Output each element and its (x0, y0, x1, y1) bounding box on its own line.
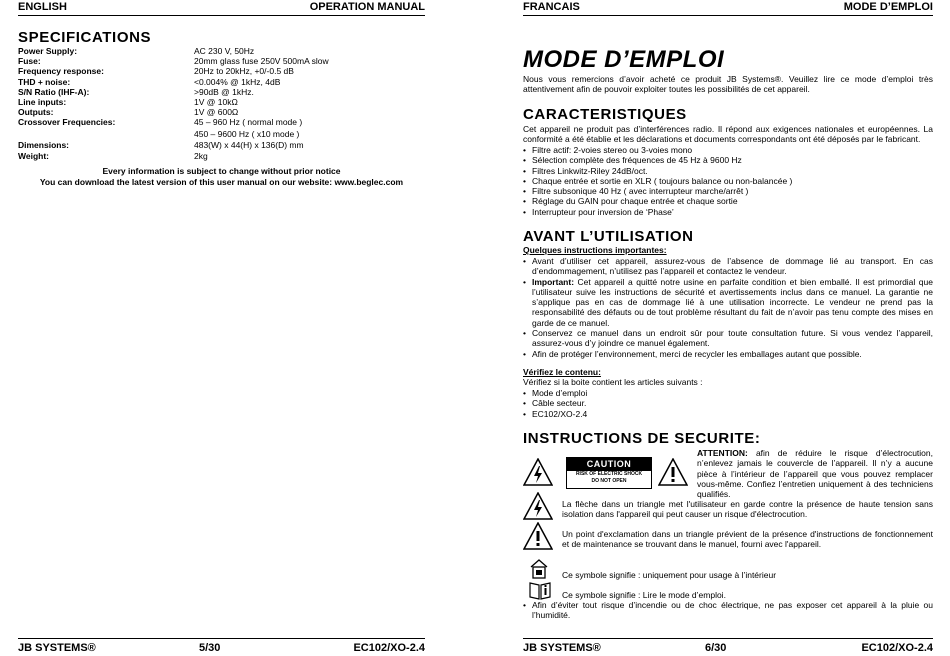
spec-value: 45 – 960 Hz ( normal mode ) (194, 117, 303, 128)
left-page (18, 0, 425, 654)
spec-label: Weight: (18, 150, 50, 161)
indoor-use-text: Ce symbole signifie : uniquement pour usage à l’intérieur (562, 570, 777, 580)
high-voltage-icon (523, 458, 553, 486)
list-item: • Chaque entrée et sortie en XLR ( toujours balance ou non-balancée ) (523, 176, 933, 186)
spec-row (18, 151, 425, 161)
spec-value: 1V @ 600Ω (194, 107, 239, 118)
spec-value: 450 – 9600 Hz ( x10 mode ) (194, 128, 300, 139)
notice-line-1: Every information is subject to change without prior notice (102, 166, 341, 176)
attention-label: ATTENTION: (697, 448, 748, 458)
list-item: • Afin de protéger l’environnement, merci de recycler les emballages autant que possible. (523, 349, 933, 359)
safety-heading: INSTRUCTIONS DE SECURITE: (523, 430, 761, 447)
page-footer (18, 638, 425, 655)
caution-title: CAUTION (567, 458, 651, 471)
header-manual-title: MODE D’EMPLOI (843, 1, 933, 13)
spec-label: THD + noise: (18, 76, 71, 87)
exclamation-icon (523, 522, 553, 550)
spec-label: Line inputs: (18, 96, 67, 107)
footer-model: EC102/XO-2.4 (861, 642, 933, 654)
spec-row (18, 140, 425, 150)
high-voltage-icon (523, 492, 553, 520)
spec-row (18, 97, 425, 107)
spec-row (18, 46, 425, 56)
notice (18, 166, 425, 187)
characteristics-heading: CARACTERISTIQUES (523, 106, 687, 123)
spec-value: 2kg (194, 150, 208, 161)
intro-paragraph: Nous vous remercions d’avoir acheté ce produit JB Systems®. Veuillez lire ce mode d’emploi très attentivement afin de pouvoir exploiter toutes les possibilités de cet appareil. (523, 74, 933, 95)
spec-label: Frequency response: (18, 66, 104, 77)
attention-paragraph (697, 448, 933, 499)
specifications-table (18, 46, 425, 161)
footer-brand: JB SYSTEMS® (523, 642, 601, 654)
indoor-use-icon (529, 558, 549, 580)
right-page (523, 0, 933, 654)
characteristics-intro: Cet appareil ne produit pas d’interférences radio. Il répond aux exigences nationales et européennes. La conformité a été établie et les déclarations et documents correspondants ont été déposés par le fabricant. (523, 124, 933, 145)
spec-value: 20Hz to 20kHz, +0/-0.5 dB (194, 66, 294, 77)
contents-heading: Vérifiez le contenu: (523, 367, 601, 377)
spec-value: 1V @ 10kΩ (194, 96, 238, 107)
list-item: • Interrupteur pour inversion de ‘Phase’ (523, 207, 933, 217)
header-language: ENGLISH (18, 1, 67, 13)
caution-line-2: DO NOT OPEN (591, 478, 627, 484)
spec-row (18, 129, 425, 141)
list-item: • Conservez ce manuel dans un endroit sûr pour toute consultation future. Si vous vendez l’appareil, assurez-vous d’y joindre ce manuel également. (523, 328, 933, 349)
page-header (523, 0, 933, 16)
before-use-heading: AVANT L’UTILISATION (523, 228, 694, 245)
list-item: • Avant d’utiliser cet appareil, assurez-vous de l’absence de dommage lié au transport. En cas d’endommagement, n’utilisez pas l’appareil et contactez le vendeur. (523, 256, 933, 277)
read-manual-icon (528, 580, 552, 600)
page-header (18, 0, 425, 16)
list-item: • Mode d’emploi (523, 388, 933, 398)
contents-list (523, 388, 933, 419)
spec-row (18, 117, 425, 129)
spec-label: Power Supply: (18, 46, 78, 56)
list-item (523, 277, 933, 328)
header-manual-title: OPERATION MANUAL (309, 1, 425, 13)
spec-label: Crossover Frequencies: (18, 117, 116, 128)
spec-label: Fuse: (18, 56, 41, 67)
important-instructions-list (523, 256, 933, 359)
footer-brand: JB SYSTEMS® (18, 642, 96, 654)
footer-page-number: 6/30 (705, 642, 727, 654)
characteristics-list (523, 145, 933, 217)
list-item: • Filtres Linkwitz-Riley 24dB/oct. (523, 166, 933, 176)
spec-label: Outputs: (18, 107, 54, 118)
list-item: • Câble secteur. (523, 398, 933, 408)
important-instructions-heading: Quelques instructions importantes: (523, 245, 667, 255)
spec-row (18, 87, 425, 97)
important-label: Important: (532, 276, 575, 287)
flash-warning-text: La flèche dans un triangle met l'utilisateur en garde contre la présence de haute tension sans isolation dans l'appareil qui peut causer un risque d'électrocution. (562, 499, 933, 520)
spec-row (18, 66, 425, 76)
spec-row (18, 77, 425, 87)
spec-value: AC 230 V, 50Hz (194, 46, 255, 56)
attention-text: afin de réduire le risque d’électrocution, n’enlevez jamais le couvercle de l’appareil. Il n’y a aucune pièce à l’intérieur de l’appareil que vous pouvez remplacer vous-même. Confiez l’entretien uniquement à des techniciens qualifiés. (697, 448, 933, 500)
list-item: • Sélection complète des fréquences de 45 Hz à 9600 Hz (523, 155, 933, 165)
caution-line-1: RISK OF ELECTRIC SHOCK (575, 471, 643, 477)
spec-label: Dimensions: (18, 140, 70, 151)
specifications-heading: SPECIFICATIONS (18, 29, 152, 46)
important-text: Cet appareil a quitté notre usine en parfaite condition et bien emballé. Il est primordial que l’utilisateur suive les instructions de sécurité et avertissements inclus dans ce manuel. La garantie ne s’applique pas en cas de dommage lié à une utilisation incorrecte. Le vendeur ne prend pas la responsabilité des défauts ou de tout problème résultant du fait de n’avoir pas tenu compte des mises en garde de ce manuel. (532, 276, 933, 328)
contents-intro: Vérifiez si la boite contient les articles suivants : (523, 377, 703, 387)
safety-list (523, 600, 933, 621)
list-item: • EC102/XO-2.4 (523, 409, 933, 419)
spec-row (18, 107, 425, 117)
spec-label: S/N Ratio (IHF-A): (18, 86, 90, 97)
spec-value: <0.004% @ 1kHz, 4dB (194, 76, 281, 87)
caution-label (566, 457, 652, 489)
page-footer (523, 638, 933, 655)
list-item: • Filtre subsonique 40 Hz ( avec interrupteur marche/arrêt ) (523, 186, 933, 196)
header-language: FRANCAIS (523, 1, 580, 13)
spec-value: 20mm glass fuse 250V 500mA slow (194, 56, 329, 67)
list-item: • Filtre actif: 2-voies stereo ou 3-voies mono (523, 145, 933, 155)
exclamation-warning-text: Un point d'exclamation dans un triangle prévient de la présence d'instructions de fonctionnement et de maintenance se trouvant dans le manuel, fourni avec l'appareil. (562, 529, 933, 550)
spec-row (18, 56, 425, 66)
list-item: • Afin d’éviter tout risque d’incendie ou de choc électrique, ne pas exposer cet appareil à la pluie ou l’humidité. (523, 600, 933, 621)
page-title: MODE D’EMPLOI (523, 46, 725, 73)
spec-value: 483(W) x 44(H) x 136(D) mm (194, 140, 304, 151)
footer-page-number: 5/30 (199, 642, 221, 654)
exclamation-icon (658, 458, 688, 486)
notice-line-2: You can download the latest version of this user manual on our website: www.beglec.com (39, 176, 404, 187)
read-manual-text: Ce symbole signifie : Lire le mode d’emploi. (562, 590, 726, 600)
footer-model: EC102/XO-2.4 (353, 642, 425, 654)
list-item: • Réglage du GAIN pour chaque entrée et chaque sortie (523, 196, 933, 206)
spec-value: >90dB @ 1kHz. (194, 86, 254, 97)
